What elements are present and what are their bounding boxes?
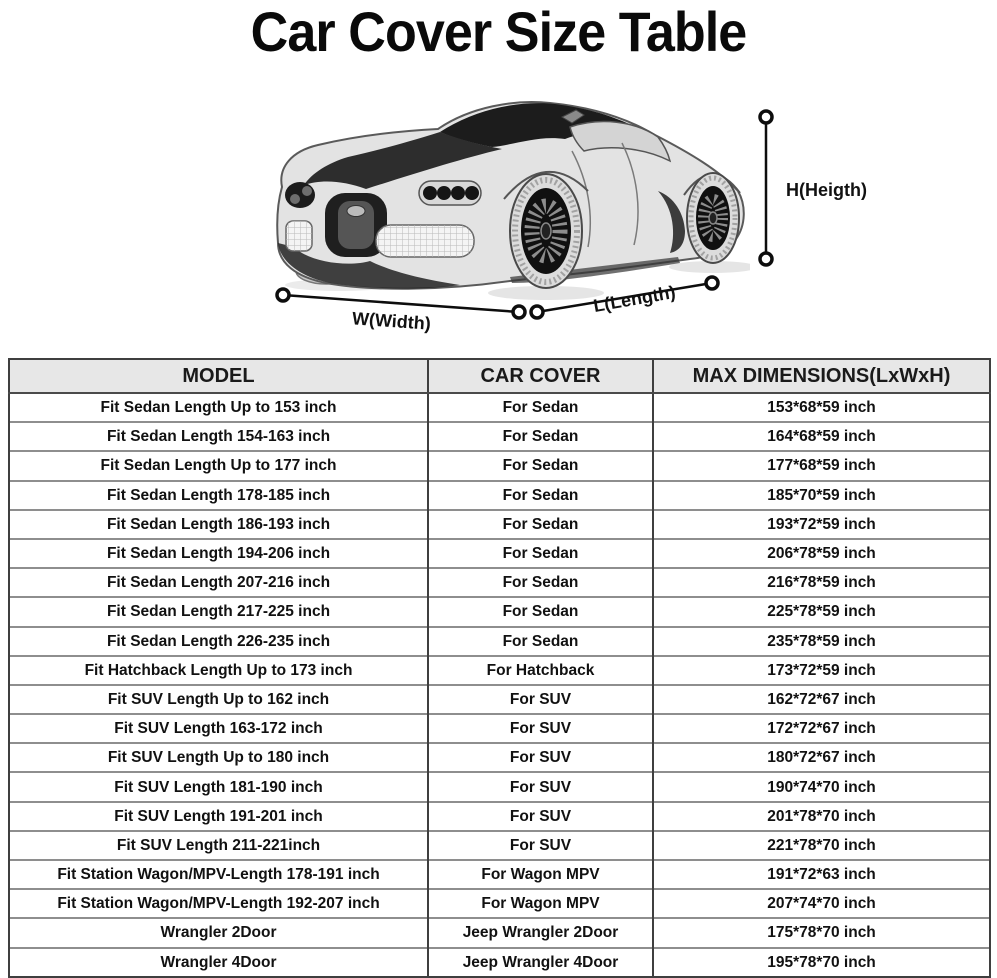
cell-dimensions: 162*72*67 inch <box>653 685 990 714</box>
cell-model: Fit Sedan Length 226-235 inch <box>9 627 428 656</box>
table-row <box>9 656 990 685</box>
cell-dimensions: 190*74*70 inch <box>653 772 990 801</box>
table-row <box>9 597 990 626</box>
table-row <box>9 393 990 422</box>
table-row <box>9 685 990 714</box>
cell-model: Fit SUV Length Up to 162 inch <box>9 685 428 714</box>
car-diagram <box>0 85 997 353</box>
col-header-model: MODEL <box>9 359 428 393</box>
cell-model: Wrangler 2Door <box>9 918 428 947</box>
cell-model: Fit Sedan Length Up to 177 inch <box>9 451 428 480</box>
cell-model: Fit Station Wagon/MPV-Length 192-207 inch <box>9 889 428 918</box>
cell-dimensions: 153*68*59 inch <box>653 393 990 422</box>
cell-dimensions: 221*78*70 inch <box>653 831 990 860</box>
cell-car-cover: For Sedan <box>428 422 653 451</box>
cell-model: Fit Sedan Length 207-216 inch <box>9 568 428 597</box>
cell-dimensions: 172*72*67 inch <box>653 714 990 743</box>
cell-dimensions: 185*70*59 inch <box>653 481 990 510</box>
cell-model: Wrangler 4Door <box>9 948 428 977</box>
cell-car-cover: Jeep Wrangler 2Door <box>428 918 653 947</box>
cell-model: Fit SUV Length 163-172 inch <box>9 714 428 743</box>
table-row <box>9 918 990 947</box>
table-row <box>9 889 990 918</box>
cell-model: Fit Station Wagon/MPV-Length 178-191 inch <box>9 860 428 889</box>
cell-dimensions: 180*72*67 inch <box>653 743 990 772</box>
cell-car-cover: For Wagon MPV <box>428 889 653 918</box>
cell-model: Fit SUV Length Up to 180 inch <box>9 743 428 772</box>
table-row <box>9 714 990 743</box>
table-row <box>9 510 990 539</box>
table-row <box>9 627 990 656</box>
cell-car-cover: For Sedan <box>428 597 653 626</box>
dimension-lines <box>0 85 997 353</box>
cell-car-cover: For Sedan <box>428 451 653 480</box>
table-row <box>9 860 990 889</box>
cell-dimensions: 164*68*59 inch <box>653 422 990 451</box>
cell-car-cover: For Wagon MPV <box>428 860 653 889</box>
cell-car-cover: Jeep Wrangler 4Door <box>428 948 653 977</box>
cell-dimensions: 201*78*70 inch <box>653 802 990 831</box>
cell-car-cover: For Sedan <box>428 393 653 422</box>
col-header-car-cover: CAR COVER <box>428 359 653 393</box>
cell-dimensions: 225*78*59 inch <box>653 597 990 626</box>
table-row <box>9 539 990 568</box>
cell-car-cover: For Hatchback <box>428 656 653 685</box>
cell-car-cover: For Sedan <box>428 568 653 597</box>
cell-model: Fit SUV Length 191-201 inch <box>9 802 428 831</box>
cell-car-cover: For SUV <box>428 802 653 831</box>
cell-dimensions: 207*74*70 inch <box>653 889 990 918</box>
table-row <box>9 451 990 480</box>
cell-car-cover: For Sedan <box>428 539 653 568</box>
cell-dimensions: 193*72*59 inch <box>653 510 990 539</box>
cell-model: Fit Sedan Length 154-163 inch <box>9 422 428 451</box>
cell-dimensions: 175*78*70 inch <box>653 918 990 947</box>
table-row <box>9 948 990 977</box>
cell-model: Fit Sedan Length 217-225 inch <box>9 597 428 626</box>
cell-model: Fit SUV Length 181-190 inch <box>9 772 428 801</box>
height-dimension-line <box>760 111 772 265</box>
cell-dimensions: 191*72*63 inch <box>653 860 990 889</box>
table-row <box>9 831 990 860</box>
cell-model: Fit Hatchback Length Up to 173 inch <box>9 656 428 685</box>
cell-car-cover: For SUV <box>428 714 653 743</box>
size-table <box>8 358 991 978</box>
cell-model: Fit Sedan Length Up to 153 inch <box>9 393 428 422</box>
cell-model: Fit Sedan Length 178-185 inch <box>9 481 428 510</box>
cell-dimensions: 235*78*59 inch <box>653 627 990 656</box>
cell-car-cover: For SUV <box>428 743 653 772</box>
height-dimension-label: H(Heigth) <box>786 180 867 200</box>
cell-car-cover: For Sedan <box>428 481 653 510</box>
table-row <box>9 802 990 831</box>
cell-car-cover: For Sedan <box>428 627 653 656</box>
cell-car-cover: For SUV <box>428 685 653 714</box>
width-dimension-label: W(Width) <box>351 308 432 334</box>
col-header-max-dimensions: MAX DIMENSIONS(LxWxH) <box>653 359 990 393</box>
cell-dimensions: 195*78*70 inch <box>653 948 990 977</box>
page-title: Car Cover Size Table <box>250 0 747 63</box>
cell-model: Fit SUV Length 211-221inch <box>9 831 428 860</box>
table-row <box>9 772 990 801</box>
table-row <box>9 743 990 772</box>
cell-model: Fit Sedan Length 186-193 inch <box>9 510 428 539</box>
length-dimension-label: L(Length) <box>591 281 677 317</box>
table-row <box>9 481 990 510</box>
cell-car-cover: For SUV <box>428 772 653 801</box>
cell-dimensions: 173*72*59 inch <box>653 656 990 685</box>
cell-car-cover: For SUV <box>428 831 653 860</box>
table-row <box>9 568 990 597</box>
cell-dimensions: 216*78*59 inch <box>653 568 990 597</box>
cell-dimensions: 177*68*59 inch <box>653 451 990 480</box>
cell-model: Fit Sedan Length 194-206 inch <box>9 539 428 568</box>
table-header-row <box>9 359 990 393</box>
table-row <box>9 422 990 451</box>
cell-dimensions: 206*78*59 inch <box>653 539 990 568</box>
size-table-body <box>9 393 990 977</box>
cell-car-cover: For Sedan <box>428 510 653 539</box>
